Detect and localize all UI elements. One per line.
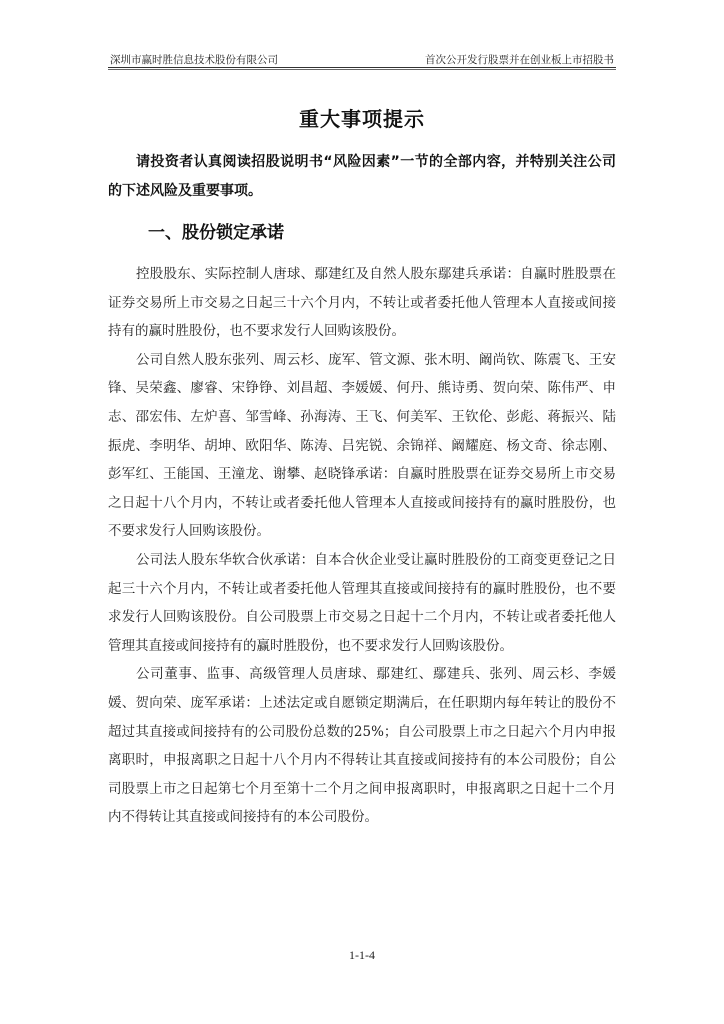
page-number: 1-1-4 bbox=[349, 948, 375, 962]
header-company-name: 深圳市赢时胜信息技术股份有限公司 bbox=[110, 54, 278, 66]
section-body bbox=[108, 260, 616, 832]
header-divider-thin bbox=[108, 69, 616, 70]
intro-paragraph: 请投资者认真阅读招股说明书“风险因素”一节的全部内容，并特别关注公司的下述风险及重要事项。 bbox=[108, 154, 616, 199]
paragraph-legal-person-shareholder: 公司法人股东华软合伙承诺：自本合伙企业受让赢时胜股份的工商变更登记之日起三十六个月内，不转让或者委托他人管理其直接或间接持有的赢时胜股份，也不要求发行人回购该股份。自公司股票上市交易之日起十二个月内，不转让或者委托他人管理其直接或间接持有的赢时胜股份，也不要求发行人回购该股份。 bbox=[108, 551, 616, 654]
running-header bbox=[108, 50, 616, 66]
header-document-title: 首次公开发行股票并在创业板上市招股书 bbox=[425, 54, 614, 66]
header-divider bbox=[108, 67, 616, 68]
page-title: 重大事项提示 bbox=[299, 107, 425, 131]
paragraph-natural-person-shareholders: 公司自然人股东张列、周云杉、庞军、管文源、张木明、阚尚钦、陈震飞、王安锋、吴荣鑫、廖睿、宋铮铮、刘昌超、李媛媛、何丹、熊诗勇、贺向荣、陈伟严、申志、邵宏伟、左炉喜、邹雪峰、孙海涛、王飞、何美军、王钦伦、彭彪、蒋振兴、陆振虎、李明华、胡坤、欧阳华、陈涛、吕宪锐、余锦祥、阚耀庭、杨文奇、徐志刚、彭军红、王能国、王潼龙、谢攀、赵晓锋承诺：自赢时胜股票在证券交易所上市交易之日起十八个月内，不转让或者委托他人管理本人直接或间接持有的赢时胜股份，也不要求发行人回购该股份。 bbox=[108, 351, 616, 540]
paragraph-controlling-shareholders: 控股股东、实际控制人唐球、鄢建红及自然人股东鄢建兵承诺：自赢时胜股票在证券交易所上市交易之日起三十六个月内，不转让或者委托他人管理本人直接或间接持有的赢时胜股份，也不要求发行人回购该股份。 bbox=[108, 266, 616, 340]
paragraph-directors-supervisors: 公司董事、监事、高级管理人员唐球、鄢建红、鄢建兵、张列、周云杉、李媛媛、贺向荣、庞军承诺：上述法定或自愿锁定期满后，在任职期内每年转让的股份不超过其直接或间接持有的公司股份总数的25%；自公司股票上市之日起六个月内申报离职时，申报离职之日起十八个月内不得转让其直接或间接持有的本公司股份；自公司股票上市之日起第七个月至第十二个月之间申报离职时，申报离职之日起十二个月内不得转让其直接或间接持有的本公司股份。 bbox=[108, 666, 616, 826]
section-heading: 一、股份锁定承诺 bbox=[148, 223, 284, 243]
